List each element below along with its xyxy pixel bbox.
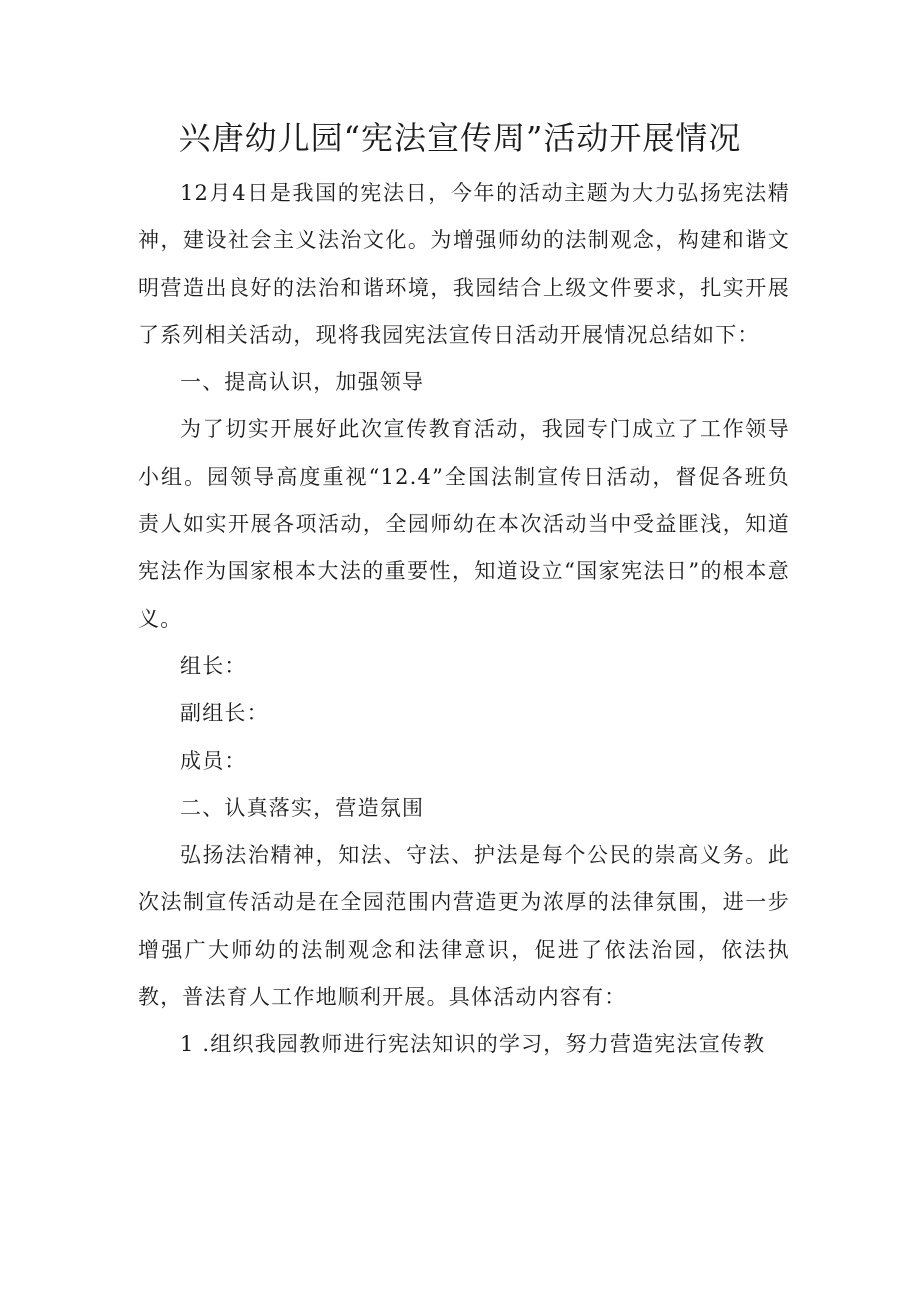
- deputy-leader-line: 副组长：: [180, 701, 269, 726]
- section-1-paragraph: 为了切实开展好此次宣传教育活动，我园专门成立了工作领导小组。园领导高度重视“12.4”全国法制宣传日活动，督促各班负责人如实开展各项活动，全园师幼在本次活动当中受益匪浅，知道宪法作为国家根本大法的重要性，知道设立“国家宪法日”的根本意义。: [138, 417, 790, 631]
- document-body: [138, 170, 790, 1069]
- activity-item-1: 1 .组织我园教师进行宪法知识的学习，努力营造宪法宣传教: [180, 1032, 766, 1057]
- document-title: 兴唐幼儿园“宪法宣传周”活动开展情况: [178, 119, 742, 157]
- section-heading-2: 二、认真落实，营造氛围: [180, 795, 425, 820]
- members-line: 成员：: [180, 748, 247, 773]
- intro-paragraph: 12月4日是我国的宪法日，今年的活动主题为大力弘扬宪法精神，建设社会主义法治文化。为增强师幼的法制观念，构建和谐文明营造出良好的法治和谐环境，我园结合上级文件要求，扎实开展了系列相关活动，现将我园宪法宣传日活动开展情况总结如下：: [138, 181, 790, 347]
- section-2-paragraph: 弘扬法治精神，知法、守法、护法是每个公民的崇高义务。此次法制宣传活动是在全园范围内营造更为浓厚的法律氛围，进一步增强广大师幼的法制观念和法律意识，促进了依法治园，依法执教，普法育人工作地顺利开展。具体活动内容有：: [138, 843, 790, 1010]
- leader-line: 组长：: [180, 653, 247, 678]
- section-heading-1: 一、提高认识，加强领导: [180, 370, 425, 395]
